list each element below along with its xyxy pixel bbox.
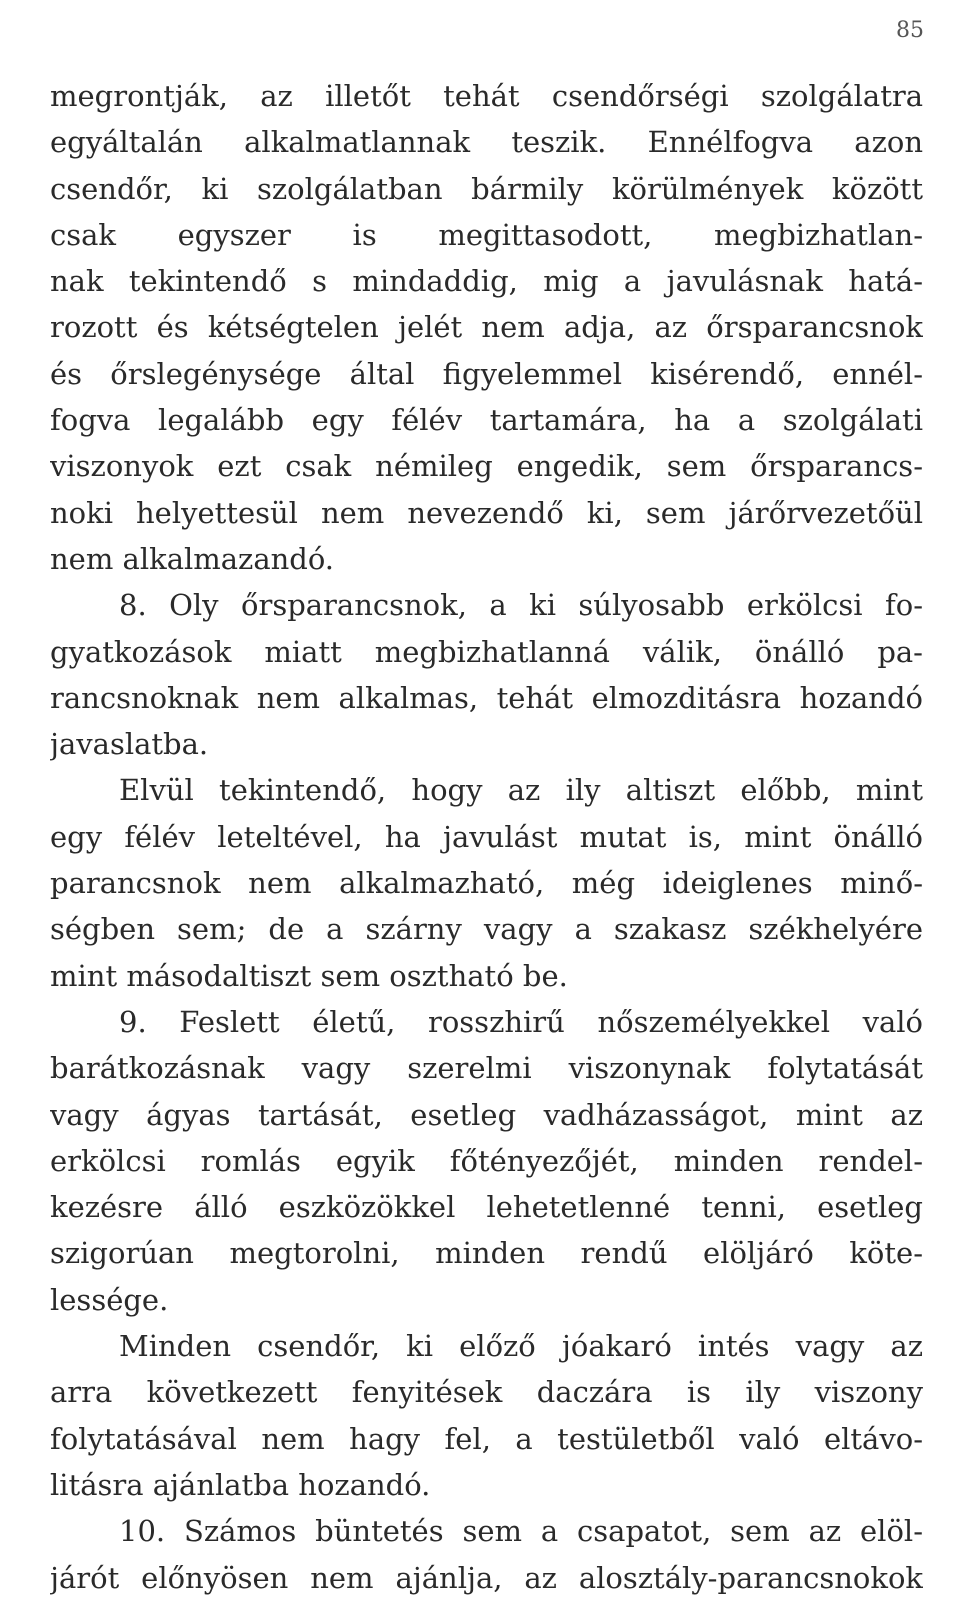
text-line: egyáltalán alkalmatlannak teszik. Ennélfogva azon [50,125,923,160]
text-line: ségben sem; de a szárny vagy a szakasz székhelyére [50,912,923,947]
text-line: szigorúan megtorolni, minden rendű elöljáró köte- [50,1236,923,1271]
text-line: egy félév leteltével, ha javulást mutat is, mint önálló [50,819,923,854]
paragraph-8-start: 8. Oly őrsparancsnok, a ki súlyosabb erkölcsi fo- [119,588,923,623]
paragraph-9-start: 9. Feslett életű, rosszhirű nőszemélyekkel való [119,1004,923,1039]
text-line: és őrslegénysége által figyelemmel kisérendő, ennél- [50,356,923,391]
text-line: mint másodaltiszt sem osztható be. [50,958,568,993]
text-line: megrontják, az illetőt tehát csendőrségi szolgálatra [50,79,923,113]
paragraph-start: Minden csendőr, ki előző jóakaró intés vagy az [119,1329,923,1364]
text-line: rancsnoknak nem alkalmas, tehát elmozditásra hozandó [50,680,923,715]
text-line: nem alkalmazandó. [50,541,335,576]
paragraph-start: Elvül tekintendő, hogy az ily altiszt előbb, mint [119,773,923,808]
text-line: parancsnok nem alkalmazható, még ideiglenes minő- [50,866,923,901]
page-number: 85 [896,18,924,43]
text-line: javaslatba. [50,727,209,762]
text-line: kezésre álló eszközökkel lehetetlenné tenni, esetleg [50,1190,923,1225]
text-line: lessége. [50,1282,169,1317]
body-text [50,73,923,1601]
text-line: járót előnyösen nem ajánlja, az alosztály-parancsnokok [50,1560,923,1595]
text-line: gyatkozások miatt megbizhatlanná válik, önálló pa- [50,634,923,669]
text-line: rozott és kétségtelen jelét nem adja, az őrsparancsnok [50,310,923,345]
text-line: csendőr, ki szolgálatban bármily körülmények között [50,171,923,206]
text-line: nak tekintendő s mindaddig, mig a javulásnak hatá- [50,264,923,299]
text-line: viszonyok ezt csak némileg engedik, sem őrsparancs- [50,449,923,484]
text-line: litásra ajánlatba hozandó. [50,1467,431,1502]
text-line: erkölcsi romlás egyik főtényezőjét, minden rendel- [50,1143,923,1178]
text-line: arra következett fenyitések daczára is ily viszony [50,1375,923,1410]
text-line: folytatásával nem hagy fel, a testületből való eltávo- [50,1421,923,1456]
text-line: vagy ágyas tartását, esetleg vadházasságot, mint az [50,1097,923,1132]
text-line: fogva legalább egy félév tartamára, ha a szolgálati [50,403,923,438]
text-line: barátkozásnak vagy szerelmi viszonynak folytatását [50,1051,923,1086]
text-line: csak egyszer is megittasodott, megbizhatlan- [50,217,923,252]
text-line: noki helyettesül nem nevezendő ki, sem járőrvezetőül [50,495,923,530]
paragraph-10-start: 10. Számos büntetés sem a csapatot, sem az elöl- [119,1514,923,1549]
